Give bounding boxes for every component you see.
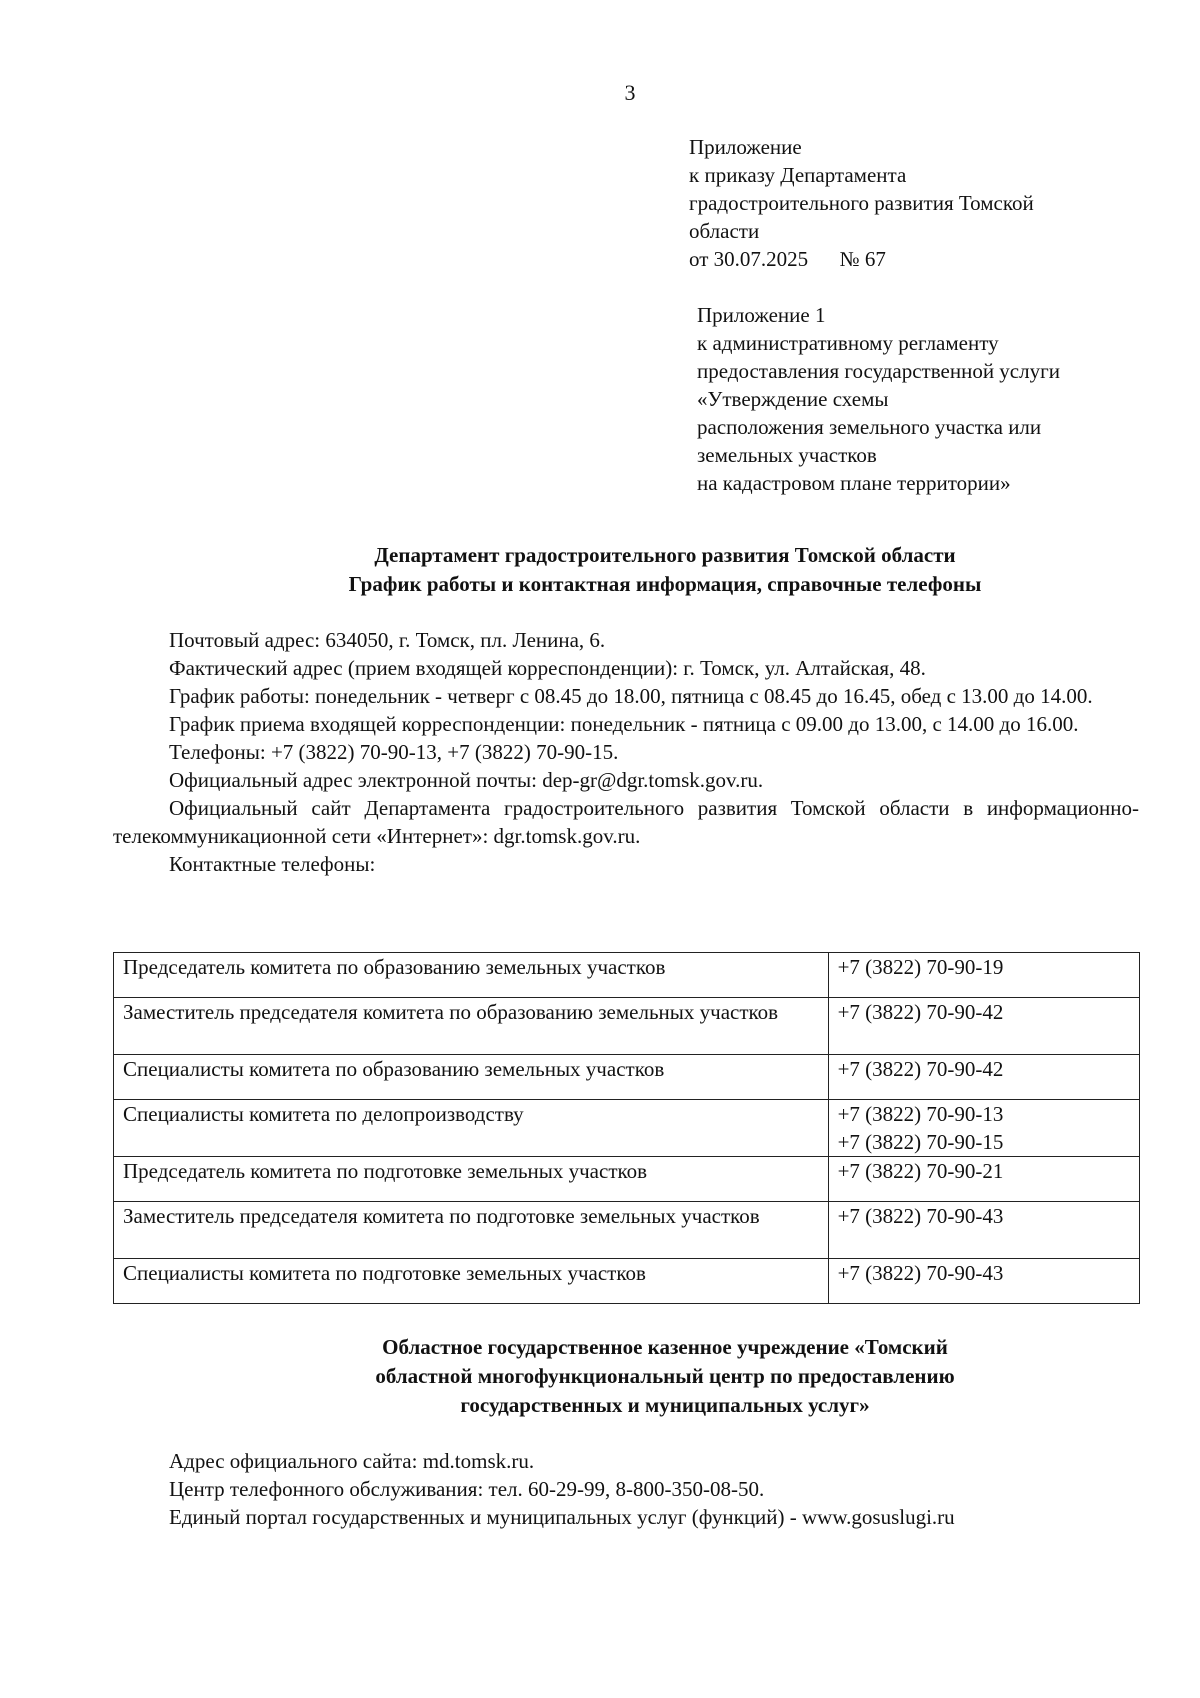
contact-phone-cell (828, 1202, 1139, 1259)
appendix-line: градостроительного развития Томской (689, 191, 1034, 215)
actual-address: Фактический адрес (прием входящей корреспонденции): г. Томск, ул. Алтайская, 48. (169, 656, 926, 680)
contact-role: Заместитель председателя комитета по образованию земельных участков (114, 998, 829, 1055)
contact-role: Специалисты комитета по делопроизводству (114, 1100, 829, 1157)
phones: Телефоны: +7 (3822) 70-90-13, +7 (3822) 70-90-15. (169, 740, 619, 764)
appendix-line: к административному регламенту (697, 331, 999, 355)
section2-body (113, 1447, 1139, 1531)
website: Официальный сайт Департамента градостроительного развития Томской области в информационно-телекоммуникационной сети «Интернет»: dgr.tomsk.gov.ru. (113, 796, 1139, 848)
contact-role: Специалисты комитета по подготовке земельных участков (114, 1259, 829, 1304)
contact-phone-cell (828, 1055, 1139, 1100)
appendix-line: «Утверждение схемы (697, 387, 889, 411)
postal-address: Почтовый адрес: 634050, г. Томск, пл. Ленина, 6. (169, 628, 606, 652)
contact-phone: +7 (3822) 70-90-15 (837, 1130, 1004, 1154)
section-title: областной многофункциональный центр по предоставлению (375, 1364, 955, 1388)
appendix-line: Приложение (689, 135, 802, 159)
contact-phone: +7 (3822) 70-90-43 (837, 1204, 1004, 1228)
contact-phone-cell (828, 953, 1139, 998)
page-number: 3 (624, 80, 636, 105)
table-row (114, 1100, 1140, 1157)
contact-phone: +7 (3822) 70-90-43 (837, 1261, 1004, 1285)
table-row (114, 1157, 1140, 1202)
email: Официальный адрес электронной почты: dep-gr@dgr.tomsk.gov.ru. (169, 768, 764, 792)
contact-phone-cell (828, 1157, 1139, 1202)
appendix-line: от 30.07.2025 № 67 (689, 247, 886, 271)
section1-body (113, 626, 1139, 878)
section2-heading (0, 1333, 1200, 1420)
contact-phone-cell (828, 1100, 1139, 1157)
section-title: Департамент градостроительного развития Томской области (374, 543, 956, 567)
appendix-line: предоставления государственной услуги (697, 359, 1060, 383)
contact-role: Специалисты комитета по образованию земельных участков (114, 1055, 829, 1100)
contact-phone: +7 (3822) 70-90-42 (837, 1057, 1004, 1081)
gosuslugi-portal: Единый портал государственных и муниципальных услуг (функций) - www.gosuslugi.ru (169, 1505, 955, 1529)
appendix-line: земельных участков (697, 443, 877, 467)
table-row (114, 1202, 1140, 1259)
appendix-line: к приказу Департамента (689, 163, 907, 187)
contact-phone-cell (828, 998, 1139, 1055)
mfc-call-center: Центр телефонного обслуживания: тел. 60-29-99, 8-800-350-08-50. (169, 1477, 765, 1501)
contact-phone-cell (828, 1259, 1139, 1304)
contact-role: Заместитель председателя комитета по подготовке земельных участков (114, 1202, 829, 1259)
contacts-table (113, 952, 1140, 1304)
work-schedule: График работы: понедельник - четверг с 08.45 до 18.00, пятница с 08.45 до 16.45, обед с 13.00 до 14.00. (169, 684, 1093, 708)
appendix-line: Приложение 1 (697, 303, 826, 327)
appendix-line: на кадастровом плане территории» (697, 471, 1011, 495)
contact-role: Председатель комитета по подготовке земельных участков (114, 1157, 829, 1202)
appendix-line: области (689, 219, 760, 243)
correspondence-schedule: График приема входящей корреспонденции: понедельник - пятница с 09.00 до 13.00, с 14.00 до 16.00. (169, 712, 1079, 736)
contact-phone: +7 (3822) 70-90-19 (837, 955, 1004, 979)
section1-heading (0, 541, 1200, 599)
appendix-regulation-block (697, 301, 1060, 497)
section-title: Областное государственное казенное учреждение «Томский (382, 1335, 948, 1359)
table-row (114, 1055, 1140, 1100)
appendix-line: расположения земельного участка или (697, 415, 1042, 439)
contact-role: Председатель комитета по образованию земельных участков (114, 953, 829, 998)
contact-phones-label: Контактные телефоны: (169, 852, 376, 876)
contact-phone: +7 (3822) 70-90-21 (837, 1159, 1004, 1183)
contact-phone: +7 (3822) 70-90-42 (837, 1000, 1004, 1024)
contact-phone: +7 (3822) 70-90-13 (837, 1102, 1004, 1126)
mfc-website: Адрес официального сайта: md.tomsk.ru. (169, 1449, 535, 1473)
table-row (114, 998, 1140, 1055)
appendix-order-block (689, 133, 1034, 273)
section-subtitle: График работы и контактная информация, справочные телефоны (348, 572, 982, 596)
section-title: государственных и муниципальных услуг» (460, 1393, 870, 1417)
table-row (114, 953, 1140, 998)
table-row (114, 1259, 1140, 1304)
